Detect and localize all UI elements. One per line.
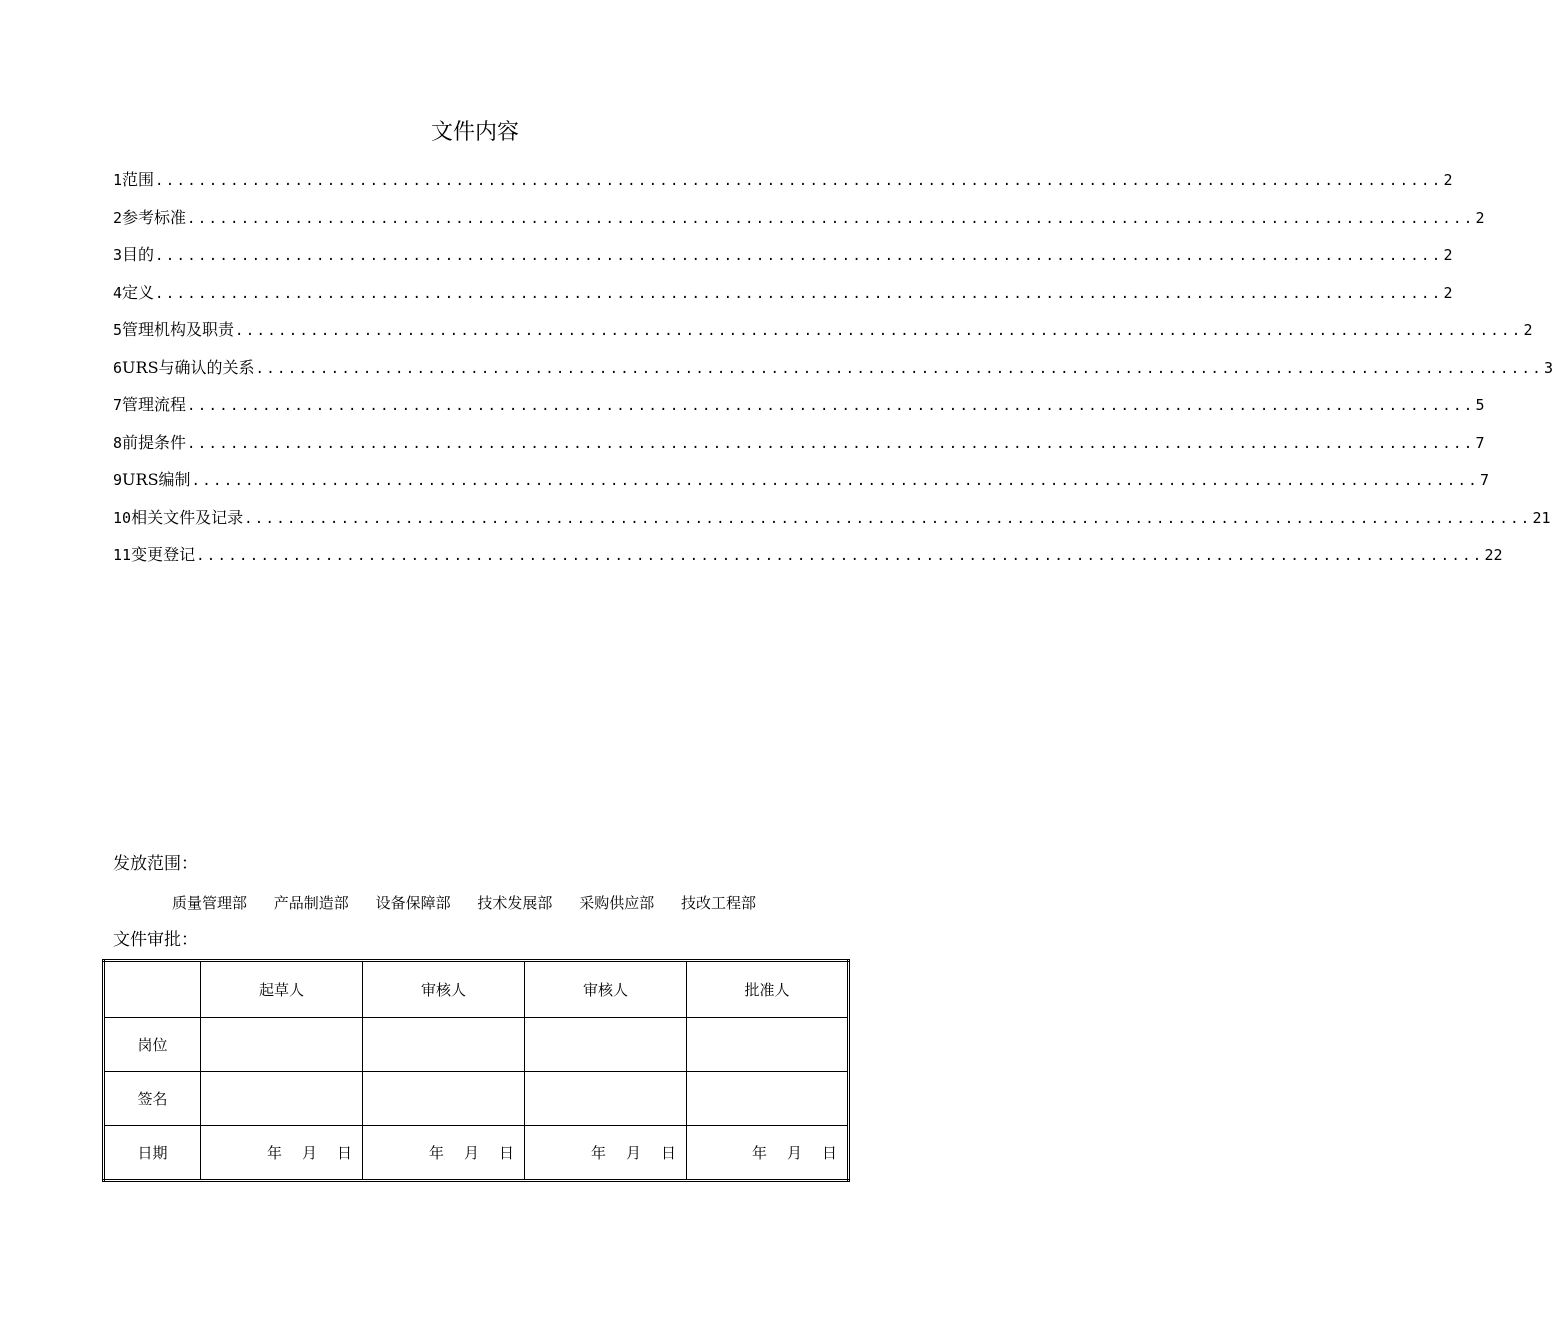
date-year-label: 年: [266, 1144, 282, 1162]
toc-entry-label: 相关文件及记录: [131, 507, 244, 527]
distribution-heading: 发放范围：: [113, 854, 198, 874]
toc-entry-number: 9: [113, 471, 123, 489]
position-cell[interactable]: [201, 1018, 363, 1072]
toc-leader-dots: ........................................................................................................................: [155, 248, 1443, 264]
date-year-label: 年: [428, 1144, 444, 1162]
toc-entry-label: URS编制: [122, 470, 191, 489]
toc-entry[interactable]: [113, 166, 1453, 204]
department-name: 质量管理部: [172, 894, 248, 912]
toc-entry-label: 管理机构及职责: [122, 320, 235, 339]
toc-entry[interactable]: [113, 204, 1485, 242]
toc-entry-number: 8: [113, 433, 123, 452]
toc-leader-dots: ........................................................................................................................: [155, 285, 1443, 302]
date-day-label: 日: [498, 1144, 514, 1162]
column-header-approver: 批准人: [687, 961, 849, 1018]
department-name: 采购供应部: [579, 894, 655, 912]
toc-entry-number: 4: [113, 283, 123, 302]
signature-cell[interactable]: [687, 1072, 849, 1126]
toc-entry[interactable]: [113, 541, 1503, 579]
toc-entry[interactable]: [113, 279, 1453, 317]
toc-entry-page: 2: [1443, 283, 1453, 302]
toc-entry-label: 前提条件: [122, 432, 187, 452]
toc-leader-dots: ........................................................................................................................: [235, 323, 1523, 339]
toc-entry-label: 变更登记: [131, 545, 196, 564]
signature-cell[interactable]: [525, 1072, 687, 1126]
date-day-label: 日: [336, 1144, 352, 1162]
toc-entry-label: 定义: [122, 282, 155, 302]
toc-entry-number: 11: [113, 546, 132, 564]
toc-entry-page: 21: [1532, 508, 1551, 527]
date-day-label: 日: [821, 1144, 837, 1162]
toc-entry-label: 参考标准: [122, 207, 187, 227]
column-header-reviewer: 审核人: [525, 961, 687, 1018]
position-cell[interactable]: [363, 1018, 525, 1072]
date-cell[interactable]: [363, 1126, 525, 1181]
toc-entry-number: 1: [113, 171, 123, 189]
toc-entry-page: 2: [1523, 321, 1533, 339]
position-cell[interactable]: [525, 1018, 687, 1072]
toc-entry-page: 5: [1475, 396, 1485, 414]
toc-entry-number: 2: [113, 208, 123, 227]
date-year-label: 年: [751, 1144, 767, 1162]
toc-entry-number: 6: [113, 358, 123, 377]
department-name: 技术发展部: [477, 894, 553, 912]
column-header-reviewer: 审核人: [363, 961, 525, 1018]
date-month-label: 月: [625, 1144, 641, 1162]
toc-entry[interactable]: [113, 316, 1533, 354]
toc-entry-label: URS与确认的关系: [122, 357, 255, 377]
toc-entry[interactable]: [113, 391, 1485, 429]
table-of-contents: [113, 166, 1553, 579]
row-label-position: 岗位: [104, 1018, 201, 1072]
row-label-signature: 签名: [104, 1072, 201, 1126]
position-row: [104, 1018, 849, 1072]
toc-entry-page: 2: [1475, 208, 1485, 227]
date-cell[interactable]: [687, 1126, 849, 1181]
approval-table: [102, 959, 850, 1182]
toc-entry-page: 7: [1475, 433, 1485, 452]
column-header-drafter: 起草人: [201, 961, 363, 1018]
date-month-label: 月: [463, 1144, 479, 1162]
department-name: 技改工程部: [680, 894, 756, 912]
department-name: 设备保障部: [375, 894, 451, 912]
corner-cell: [104, 961, 201, 1018]
toc-entry-label: 目的: [122, 245, 155, 264]
toc-entry[interactable]: [113, 504, 1551, 542]
position-cell[interactable]: [687, 1018, 849, 1072]
toc-entry-page: 2: [1443, 246, 1453, 264]
department-list: [172, 891, 756, 915]
toc-entry-number: 10: [113, 508, 132, 527]
toc-leader-dots: ........................................................................................................................: [196, 548, 1484, 564]
date-month-label: 月: [786, 1144, 802, 1162]
toc-entry-page: 2: [1443, 171, 1453, 189]
row-label-date: 日期: [104, 1126, 201, 1181]
toc-entry[interactable]: [113, 466, 1490, 504]
toc-entry-page: 7: [1479, 471, 1490, 489]
toc-entry[interactable]: [113, 241, 1453, 279]
date-cell[interactable]: [525, 1126, 687, 1181]
toc-leader-dots: ........................................................................................................................: [187, 435, 1475, 452]
toc-leader-dots: ........................................................................................................................: [155, 173, 1443, 189]
toc-entry-label: 范围: [122, 170, 155, 189]
date-year-label: 年: [590, 1144, 606, 1162]
department-name: 产品制造部: [273, 894, 349, 912]
toc-leader-dots: ........................................................................................................................: [187, 398, 1475, 414]
date-month-label: 月: [301, 1144, 317, 1162]
toc-leader-dots: ........................................................................................................................: [255, 360, 1543, 377]
date-day-label: 日: [660, 1144, 676, 1162]
signature-cell[interactable]: [201, 1072, 363, 1126]
toc-entry-number: 3: [113, 246, 123, 264]
toc-leader-dots: ........................................................................................................................: [187, 210, 1475, 227]
toc-leader-dots: ........................................................................................................................: [191, 473, 1479, 489]
toc-entry[interactable]: [113, 354, 1553, 392]
toc-entry[interactable]: [113, 429, 1485, 467]
toc-entry-page: 22: [1484, 546, 1503, 564]
approval-header-row: [104, 961, 849, 1018]
toc-entry-page: 3: [1543, 358, 1553, 377]
date-cell[interactable]: [201, 1126, 363, 1181]
toc-leader-dots: ........................................................................................................................: [244, 510, 1532, 527]
toc-entry-number: 7: [113, 396, 123, 414]
signature-row: [104, 1072, 849, 1126]
toc-entry-label: 管理流程: [122, 395, 187, 414]
date-row: [104, 1126, 849, 1181]
approval-heading: 文件审批：: [113, 930, 198, 950]
document-title: 文件内容: [430, 120, 519, 145]
toc-entry-number: 5: [113, 321, 123, 339]
signature-cell[interactable]: [363, 1072, 525, 1126]
